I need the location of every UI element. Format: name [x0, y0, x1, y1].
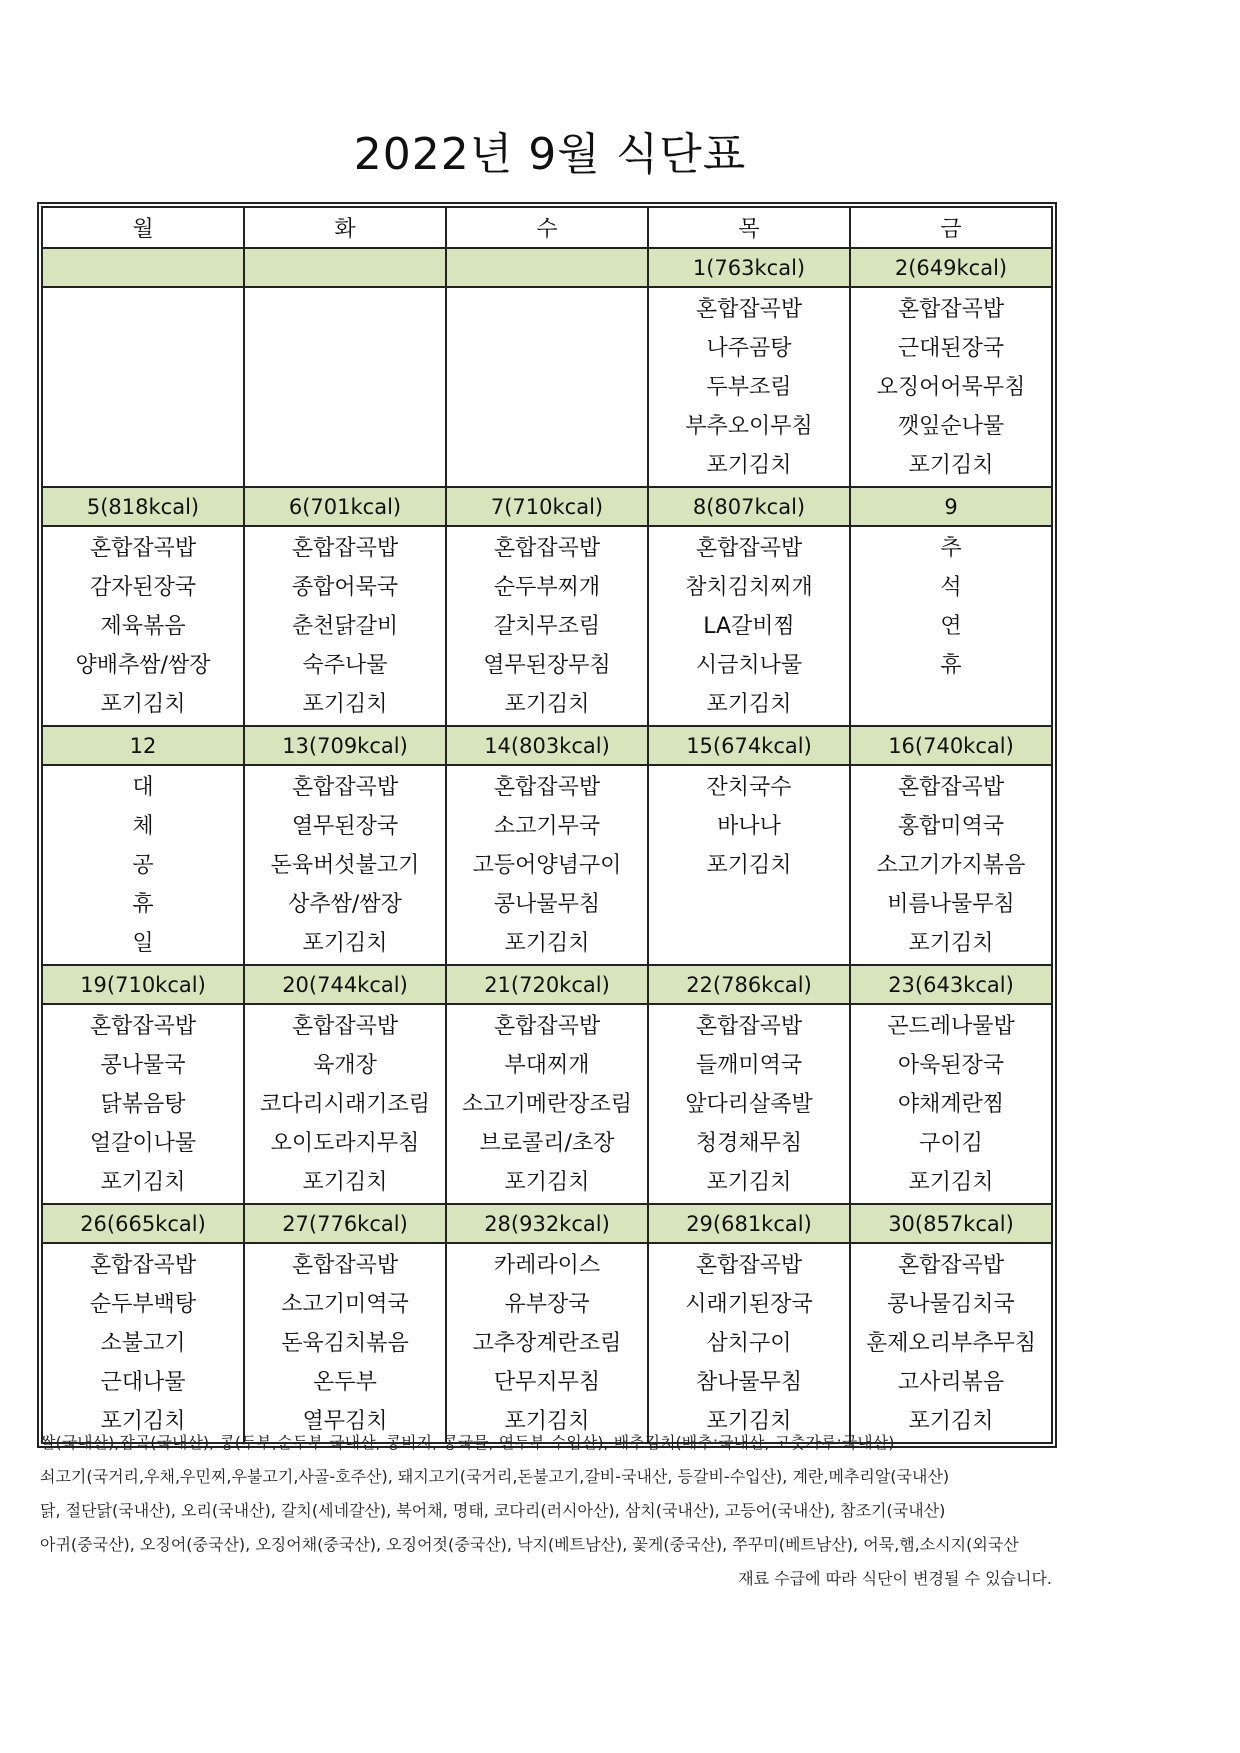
menu-item: 단무지무침 — [493, 1370, 601, 1395]
menu-item: 들깨미역국 — [695, 1053, 803, 1078]
menu-item: 부추오이무침 — [685, 414, 813, 439]
menu-cell — [244, 1243, 446, 1443]
menu-item: 순두부백탕 — [89, 1292, 197, 1317]
menu-item: 휴 — [132, 892, 154, 917]
menu-cell — [446, 1243, 648, 1443]
menu-item: 삼치구이 — [706, 1331, 792, 1356]
menu-cell — [42, 765, 244, 965]
date-cell: 23(643kcal) — [850, 965, 1052, 1004]
date-cell: 29(681kcal) — [648, 1204, 850, 1243]
menu-cell — [42, 1243, 244, 1443]
date-cell: 28(932kcal) — [446, 1204, 648, 1243]
menu-item: 바나나 — [717, 814, 781, 839]
menu-item: 혼합잡곡밥 — [695, 1253, 803, 1278]
menu-row — [42, 287, 1052, 487]
menu-item: 청경채무침 — [695, 1131, 803, 1156]
date-cell: 2(649kcal) — [850, 248, 1052, 287]
menu-cell — [850, 1004, 1052, 1204]
date-cell: 6(701kcal) — [244, 487, 446, 526]
date-cell: 22(786kcal) — [648, 965, 850, 1004]
menu-item: 돈육버섯불고기 — [270, 853, 420, 878]
menu-item: 숙주나물 — [302, 653, 388, 678]
menu-item: 포기김치 — [706, 853, 792, 878]
menu-item: 얼갈이나물 — [89, 1131, 197, 1156]
menu-item: 근대나물 — [100, 1370, 186, 1395]
menu-item: 육개장 — [313, 1053, 377, 1078]
menu-cell — [648, 765, 850, 965]
menu-item: 구이김 — [919, 1131, 983, 1156]
menu-item: 감자된장국 — [89, 575, 197, 600]
menu-item: 포기김치 — [100, 1170, 186, 1195]
menu-item: 고추장계란조림 — [472, 1331, 622, 1356]
menu-item: 비름나물무침 — [887, 892, 1015, 917]
menu-item: 혼합잡곡밥 — [493, 1014, 601, 1039]
menu-row — [42, 1004, 1052, 1204]
date-cell: 21(720kcal) — [446, 965, 648, 1004]
page-title: 2022년 9월 식단표 — [353, 129, 747, 180]
menu-item: 잔치국수 — [706, 775, 792, 800]
menu-item: 부대찌개 — [504, 1053, 590, 1078]
weekday-header: 수 — [446, 207, 648, 248]
origin-note-line: 닭, 절단닭(국내산), 오리(국내산), 갈치(세네갈산), 북어채, 명태, 코다리(러시아산), 삼치(국내산), 고등어(국내산), 참조기(국내산) — [40, 1501, 946, 1520]
date-cell: 15(674kcal) — [648, 726, 850, 765]
menu-item: 대 — [132, 775, 154, 800]
menu-item: 혼합잡곡밥 — [89, 536, 197, 561]
date-cell: 14(803kcal) — [446, 726, 648, 765]
menu-cell — [446, 287, 648, 487]
date-row — [42, 487, 1052, 526]
menu-item: 포기김치 — [908, 1409, 994, 1434]
menu-item: 혼합잡곡밥 — [493, 536, 601, 561]
menu-cell — [244, 1004, 446, 1204]
menu-item: 깻잎순나물 — [897, 414, 1005, 439]
weekday-header: 목 — [648, 207, 850, 248]
date-cell: 1(763kcal) — [648, 248, 850, 287]
menu-item: 포기김치 — [504, 1409, 590, 1434]
menu-item: LA갈비찜 — [703, 614, 795, 639]
menu-item: 소고기무국 — [493, 814, 601, 839]
menu-item: 소불고기 — [100, 1331, 186, 1356]
menu-item: 추 — [940, 536, 962, 561]
menu-item: 혼합잡곡밥 — [695, 1014, 803, 1039]
weekday-header: 화 — [244, 207, 446, 248]
menu-item: 혼합잡곡밥 — [291, 1253, 399, 1278]
menu-item: 카레라이스 — [493, 1253, 601, 1278]
menu-item: 온두부 — [313, 1370, 377, 1395]
menu-item: 포기김치 — [100, 692, 186, 717]
menu-cell — [648, 1004, 850, 1204]
menu-cell — [42, 1004, 244, 1204]
menu-item: 포기김치 — [302, 1170, 388, 1195]
menu-item: 휴 — [940, 653, 962, 678]
change-notice: 재료 수급에 따라 식단이 변경될 수 있습니다. — [738, 1569, 1052, 1588]
menu-item: 포기김치 — [908, 1170, 994, 1195]
menu-item: 연 — [940, 614, 962, 639]
menu-item: 포기김치 — [504, 692, 590, 717]
menu-item: 소고기메란장조림 — [461, 1092, 633, 1117]
menu-item: 브로콜리/초장 — [479, 1131, 615, 1156]
menu-item: 혼합잡곡밥 — [897, 775, 1005, 800]
menu-item: 혼합잡곡밥 — [291, 1014, 399, 1039]
menu-cell — [850, 1243, 1052, 1443]
date-cell: 7(710kcal) — [446, 487, 648, 526]
menu-item: 오징어어묵무침 — [876, 375, 1026, 400]
menu-item: 혼합잡곡밥 — [493, 775, 601, 800]
date-cell — [42, 248, 244, 287]
date-cell: 26(665kcal) — [42, 1204, 244, 1243]
menu-item: 포기김치 — [504, 931, 590, 956]
date-cell: 12 — [42, 726, 244, 765]
menu-item: 콩나물무침 — [493, 892, 601, 917]
menu-cell — [648, 526, 850, 726]
menu-item: 오이도라지무침 — [270, 1131, 420, 1156]
menu-item: 열무된장무침 — [483, 653, 611, 678]
menu-cell — [850, 287, 1052, 487]
date-cell: 30(857kcal) — [850, 1204, 1052, 1243]
menu-item: 야채계란찜 — [897, 1092, 1005, 1117]
menu-cell — [446, 765, 648, 965]
menu-item: 열무된장국 — [291, 814, 399, 839]
menu-item: 콩나물김치국 — [887, 1292, 1015, 1317]
menu-item: 혼합잡곡밥 — [291, 775, 399, 800]
menu-item: 참나물무침 — [695, 1370, 803, 1395]
menu-item: 포기김치 — [706, 1409, 792, 1434]
menu-item: 포기김치 — [908, 931, 994, 956]
menu-item: 종합어묵국 — [291, 575, 399, 600]
menu-item: 제육볶음 — [100, 614, 186, 639]
date-row — [42, 248, 1052, 287]
menu-cell — [244, 765, 446, 965]
menu-item: 곤드레나물밥 — [887, 1014, 1015, 1039]
menu-item: 근대된장국 — [897, 336, 1005, 361]
menu-item: 혼합잡곡밥 — [897, 297, 1005, 322]
weekday-header-row — [42, 207, 1052, 248]
menu-cell — [42, 287, 244, 487]
menu-item: 유부장국 — [504, 1292, 590, 1317]
origin-notes — [40, 1426, 1062, 1562]
menu-table-frame — [37, 202, 1057, 1448]
menu-table — [41, 206, 1053, 1444]
date-cell: 5(818kcal) — [42, 487, 244, 526]
menu-cell — [850, 765, 1052, 965]
date-row — [42, 726, 1052, 765]
menu-item: 포기김치 — [908, 453, 994, 478]
menu-item: 참치김치찌개 — [685, 575, 813, 600]
origin-note-line: 쌀(국내산),잡곡(국내산), 콩(두부,순두부-국내산, 콩비지, 콩국물, 연두부-수입산), 배추김치(배추:국내산, 고춧가루:국내산) — [40, 1433, 895, 1452]
menu-item: 포기김치 — [302, 931, 388, 956]
menu-item: 포기김치 — [302, 692, 388, 717]
menu-item: 고등어양념구이 — [472, 853, 622, 878]
menu-row — [42, 526, 1052, 726]
menu-item: 아욱된장국 — [897, 1053, 1005, 1078]
menu-item: 포기김치 — [100, 1409, 186, 1434]
menu-cell — [648, 1243, 850, 1443]
menu-item: 홍합미역국 — [897, 814, 1005, 839]
origin-note-line: 아귀(중국산), 오징어(중국산), 오징어채(중국산), 오징어젓(중국산), 낙지(베트남산), 꽃게(중국산), 쭈꾸미(베트남산), 어묵,햄,소시지(외국산 — [40, 1535, 1019, 1554]
menu-cell — [244, 287, 446, 487]
menu-item: 시래기된장국 — [685, 1292, 813, 1317]
weekday-header: 금 — [850, 207, 1052, 248]
menu-item: 공 — [132, 853, 154, 878]
menu-item: 갈치무조림 — [493, 614, 601, 639]
menu-item: 체 — [132, 814, 154, 839]
menu-cell — [648, 287, 850, 487]
menu-item: 혼합잡곡밥 — [291, 536, 399, 561]
date-cell — [244, 248, 446, 287]
menu-row — [42, 1243, 1052, 1443]
menu-item: 앞다리살족발 — [685, 1092, 813, 1117]
menu-item: 포기김치 — [706, 692, 792, 717]
menu-item: 혼합잡곡밥 — [897, 1253, 1005, 1278]
menu-item: 나주곰탕 — [706, 336, 792, 361]
date-cell: 19(710kcal) — [42, 965, 244, 1004]
origin-note-line: 쇠고기(국거리,우채,우민찌,우불고기,사골-호주산), 돼지고기(국거리,돈불고기,갈비-국내산, 등갈비-수입산), 계란,메추리알(국내산) — [40, 1467, 950, 1486]
date-cell: 20(744kcal) — [244, 965, 446, 1004]
menu-cell — [850, 526, 1052, 726]
menu-item: 포기김치 — [706, 453, 792, 478]
menu-item: 춘천닭갈비 — [291, 614, 399, 639]
date-cell: 13(709kcal) — [244, 726, 446, 765]
menu-item: 혼합잡곡밥 — [89, 1253, 197, 1278]
menu-cell — [244, 526, 446, 726]
date-cell: 16(740kcal) — [850, 726, 1052, 765]
menu-item: 두부조림 — [706, 375, 792, 400]
menu-item: 고사리볶음 — [897, 1370, 1005, 1395]
menu-item: 혼합잡곡밥 — [695, 536, 803, 561]
menu-item: 포기김치 — [706, 1170, 792, 1195]
menu-item: 상추쌈/쌈장 — [288, 892, 402, 917]
menu-item: 순두부찌개 — [493, 575, 601, 600]
weekday-header: 월 — [42, 207, 244, 248]
date-cell: 9 — [850, 487, 1052, 526]
menu-item: 콩나물국 — [100, 1053, 186, 1078]
menu-item: 포기김치 — [504, 1170, 590, 1195]
menu-item: 소고기미역국 — [281, 1292, 409, 1317]
menu-item: 닭볶음탕 — [100, 1092, 186, 1117]
date-cell — [446, 248, 648, 287]
menu-item: 코다리시래기조림 — [259, 1092, 431, 1117]
date-cell: 8(807kcal) — [648, 487, 850, 526]
menu-item: 양배추쌈/쌈장 — [75, 653, 211, 678]
date-row — [42, 1204, 1052, 1243]
menu-item: 소고기가지볶음 — [876, 853, 1026, 878]
menu-item: 혼합잡곡밥 — [89, 1014, 197, 1039]
menu-item: 시금치나물 — [695, 653, 803, 678]
menu-cell — [446, 1004, 648, 1204]
menu-row — [42, 765, 1052, 965]
menu-item: 돈육김치볶음 — [281, 1331, 409, 1356]
menu-cell — [446, 526, 648, 726]
menu-item: 혼합잡곡밥 — [695, 297, 803, 322]
date-cell: 27(776kcal) — [244, 1204, 446, 1243]
menu-item: 일 — [132, 931, 154, 956]
menu-item: 열무김치 — [302, 1409, 388, 1434]
menu-item: 훈제오리부추무침 — [865, 1331, 1037, 1356]
menu-cell — [42, 526, 244, 726]
menu-item: 석 — [940, 575, 962, 600]
date-row — [42, 965, 1052, 1004]
